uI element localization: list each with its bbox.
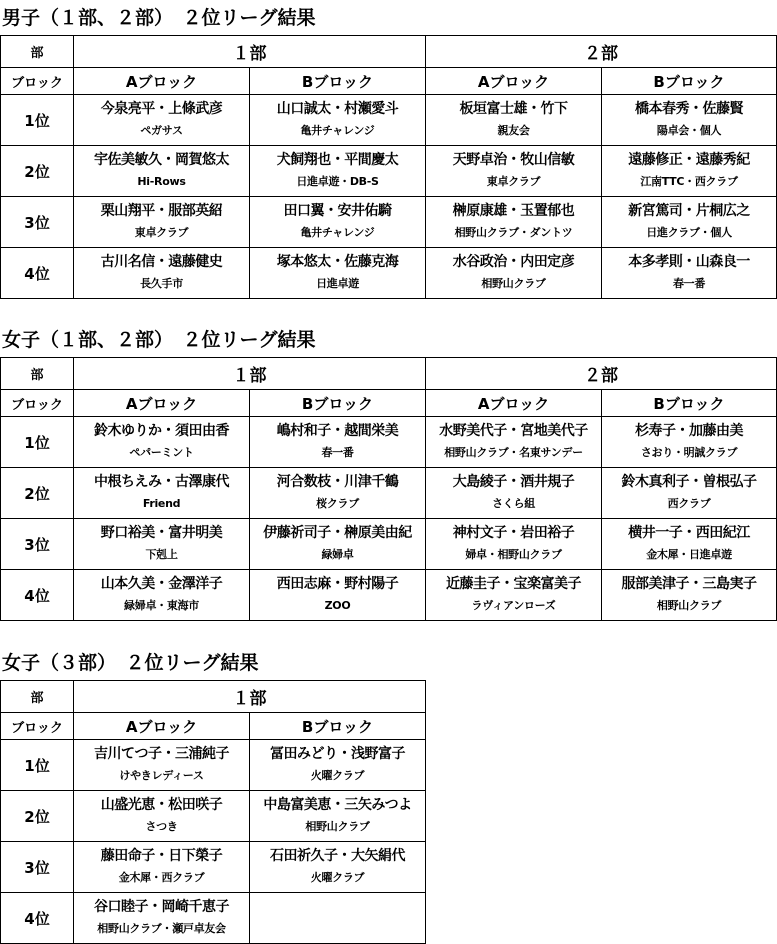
- result-cell: [74, 893, 250, 944]
- club-name: 下剋上: [145, 548, 178, 561]
- block-header-label: ブロック: [1, 68, 74, 95]
- division-header-label: 部: [1, 681, 74, 713]
- club-name: 江南TTC・西クラブ: [640, 175, 738, 188]
- result-cell: [602, 468, 777, 519]
- rank-cell: 2位: [1, 791, 74, 842]
- division-header: １部: [74, 358, 426, 390]
- player-pair: 吉川てつ子・三浦純子: [94, 746, 229, 762]
- results-table-women-1-2: [0, 357, 777, 621]
- result-cell: [602, 95, 777, 146]
- player-pair: 天野卓治・牧山信敏: [452, 152, 575, 168]
- club-name: 金木犀・西クラブ: [118, 871, 205, 884]
- rank-cell: 3位: [1, 197, 74, 248]
- section-title-men: 男子（１部、２部） ２位リーグ結果: [2, 7, 316, 29]
- result-cell: [602, 519, 777, 570]
- table-row: [1, 197, 777, 248]
- table-row: [1, 791, 426, 842]
- result-cell: [74, 95, 250, 146]
- result-cell: [74, 740, 250, 791]
- club-name: 桜クラブ: [316, 497, 359, 510]
- table-row: [1, 740, 426, 791]
- club-name: 相野山クラブ・名東サンデー: [444, 446, 583, 459]
- results-table-women-3: [0, 680, 426, 944]
- club-name: 相野山クラブ: [481, 277, 546, 290]
- rank-cell: 1位: [1, 95, 74, 146]
- table-row: [1, 248, 777, 299]
- rank-cell: 3位: [1, 842, 74, 893]
- table-row: [1, 468, 777, 519]
- block-header: Aブロック: [74, 713, 250, 740]
- result-cell: [426, 519, 602, 570]
- result-cell: [74, 570, 250, 621]
- player-pair: 宇佐美敏久・岡賀悠太: [94, 152, 229, 168]
- player-pair: 橋本春秀・佐藤賢: [635, 101, 743, 117]
- player-pair: 水谷政治・内田定彦: [452, 254, 575, 270]
- club-name: 親友会: [497, 124, 530, 137]
- result-cell: [426, 248, 602, 299]
- club-name: さくら組: [492, 497, 535, 510]
- player-pair: 榊原康雄・玉置郁也: [452, 203, 575, 219]
- player-pair: 大島綾子・酒井規子: [452, 474, 575, 490]
- division-header: １部: [74, 36, 426, 68]
- club-name: 東卓クラブ: [486, 175, 541, 188]
- player-pair: 今泉亮平・上條武彦: [100, 101, 223, 117]
- player-pair: 杉寿子・加藤由美: [635, 423, 743, 439]
- rank-cell: 1位: [1, 740, 74, 791]
- result-cell: [74, 417, 250, 468]
- player-pair: 田口翼・安井佑騎: [283, 203, 392, 219]
- player-pair: 西田志麻・野村陽子: [276, 576, 399, 592]
- club-name: 緑婦卓・東海市: [124, 599, 199, 612]
- block-header-label: ブロック: [1, 390, 74, 417]
- club-name: 陽卓会・個人: [656, 124, 722, 137]
- player-pair: 塚本悠太・佐藤克海: [276, 254, 399, 270]
- rank-cell: 4位: [1, 248, 74, 299]
- result-cell: [250, 197, 426, 248]
- club-name: 婦卓・相野山クラブ: [465, 548, 562, 561]
- results-table-men: [0, 35, 777, 299]
- player-pair: 板垣富士雄・竹下: [459, 101, 568, 117]
- result-cell: [602, 417, 777, 468]
- club-name: 日進卓遊・DB-S: [296, 175, 379, 188]
- table-row: [1, 146, 777, 197]
- club-name: 長久手市: [140, 277, 183, 290]
- rank-cell: 2位: [1, 468, 74, 519]
- club-name: さおり・明誠クラブ: [640, 446, 738, 459]
- club-name: 春一番: [321, 446, 354, 459]
- rank-cell: 4位: [1, 893, 74, 944]
- result-cell: [74, 519, 250, 570]
- player-pair: 伊藤祈司子・榊原美由紀: [263, 525, 412, 541]
- result-cell: [250, 146, 426, 197]
- result-cell: [250, 791, 426, 842]
- result-cell: [250, 417, 426, 468]
- result-cell: [74, 842, 250, 893]
- player-pair: 中根ちえみ・古澤康代: [94, 474, 229, 490]
- table-row: [1, 417, 777, 468]
- player-pair: 嶋村和子・越間栄美: [276, 423, 399, 439]
- player-pair: 近藤圭子・宝楽富美子: [446, 576, 581, 592]
- player-pair: 本多孝則・山森良一: [628, 254, 750, 270]
- table-row: [1, 570, 777, 621]
- result-cell: [74, 197, 250, 248]
- block-header: Aブロック: [74, 390, 250, 417]
- player-pair: 神村文子・岩田裕子: [452, 525, 575, 541]
- player-pair: 栗山翔平・服部英紹: [100, 203, 223, 219]
- player-pair: 鈴木真利子・曽根弘子: [621, 474, 757, 490]
- section-title-women-3: 女子（３部） ２位リーグ結果: [2, 652, 259, 674]
- rank-cell: 4位: [1, 570, 74, 621]
- result-cell: [250, 842, 426, 893]
- block-header: Bブロック: [602, 68, 777, 95]
- result-cell: [426, 417, 602, 468]
- division-header-label: 部: [1, 36, 74, 68]
- player-pair: 石田祈久子・大矢絹代: [270, 848, 405, 864]
- result-cell: [250, 740, 426, 791]
- block-header: Aブロック: [426, 390, 602, 417]
- table-row: [1, 893, 426, 944]
- club-name: Friend: [142, 497, 181, 510]
- player-pair: 山口誠太・村瀬愛斗: [276, 101, 399, 117]
- player-pair: 新宮篤司・片桐広之: [628, 203, 750, 219]
- club-name: 火曜クラブ: [310, 769, 365, 782]
- table-row: [1, 95, 777, 146]
- club-name: 相野山クラブ・瀬戸卓友会: [97, 922, 226, 935]
- result-cell: [74, 146, 250, 197]
- rank-cell: 1位: [1, 417, 74, 468]
- club-name: 西クラブ: [667, 497, 711, 510]
- result-cell: [426, 146, 602, 197]
- block-header: Bブロック: [250, 713, 426, 740]
- player-pair: 犬飼翔也・平間慶太: [276, 152, 399, 168]
- result-cell: [426, 197, 602, 248]
- division-header: ２部: [426, 358, 777, 390]
- club-name: 相野山クラブ: [656, 599, 722, 612]
- club-name: 春一番: [672, 277, 706, 290]
- block-header-label: ブロック: [1, 713, 74, 740]
- result-cell: [250, 519, 426, 570]
- club-name: ペパーミント: [129, 446, 194, 459]
- result-cell: [602, 570, 777, 621]
- section-title-women-1-2: 女子（１部、２部） ２位リーグ結果: [2, 329, 316, 351]
- club-name: 相野山クラブ・ダントツ: [454, 226, 573, 239]
- result-cell-empty: [250, 893, 426, 944]
- result-cell: [250, 570, 426, 621]
- block-header: Aブロック: [74, 68, 250, 95]
- club-name: 火曜クラブ: [310, 871, 365, 884]
- club-name: 緑婦卓: [321, 548, 354, 561]
- club-name: 日進クラブ・個人: [646, 226, 732, 239]
- result-cell: [426, 570, 602, 621]
- result-cell: [426, 468, 602, 519]
- club-name: ペガサス: [140, 124, 183, 137]
- block-header: Bブロック: [602, 390, 777, 417]
- player-pair: 冨田みどり・浅野富子: [270, 746, 405, 762]
- player-pair: 服部美津子・三島実子: [621, 576, 757, 592]
- club-name: ラヴィアンローズ: [471, 599, 556, 612]
- club-name: 亀井チャレンジ: [300, 226, 375, 239]
- rank-cell: 2位: [1, 146, 74, 197]
- division-header: １部: [74, 681, 426, 713]
- club-name: 相野山クラブ: [305, 820, 370, 833]
- player-pair: 野口裕美・富井明美: [100, 525, 223, 541]
- result-cell: [74, 791, 250, 842]
- club-name: 日進卓遊: [316, 277, 359, 290]
- player-pair: 谷口睦子・岡崎千恵子: [94, 899, 229, 915]
- division-header: ２部: [426, 36, 777, 68]
- result-cell: [250, 468, 426, 519]
- table-row: [1, 842, 426, 893]
- player-pair: 中島富美恵・三矢みつよ: [263, 797, 412, 813]
- club-name: ZOO: [324, 599, 351, 612]
- player-pair: 藤田命子・日下榮子: [100, 848, 223, 864]
- player-pair: 遠藤修正・遠藤秀紀: [628, 152, 750, 168]
- result-cell: [426, 95, 602, 146]
- block-header: Bブロック: [250, 390, 426, 417]
- block-header: Bブロック: [250, 68, 426, 95]
- club-name: 亀井チャレンジ: [300, 124, 375, 137]
- player-pair: 山盛光恵・松田咲子: [100, 797, 223, 813]
- player-pair: 横井一子・西田紀江: [628, 525, 750, 541]
- result-cell: [74, 248, 250, 299]
- result-cell: [602, 248, 777, 299]
- result-cell: [250, 95, 426, 146]
- player-pair: 河合数枝・川津千鶴: [276, 474, 399, 490]
- result-cell: [602, 146, 777, 197]
- club-name: 金木犀・日進卓遊: [646, 548, 732, 561]
- table-row: [1, 519, 777, 570]
- club-name: けやきレディース: [119, 769, 204, 782]
- club-name: さつき: [145, 820, 178, 833]
- rank-cell: 3位: [1, 519, 74, 570]
- player-pair: 鈴木ゆりか・須田由香: [94, 423, 229, 439]
- result-cell: [74, 468, 250, 519]
- result-cell: [602, 197, 777, 248]
- player-pair: 古川名信・遠藤健史: [100, 254, 223, 270]
- result-cell: [250, 248, 426, 299]
- club-name: Hi-Rows: [137, 175, 186, 188]
- division-header-label: 部: [1, 358, 74, 390]
- club-name: 東卓クラブ: [134, 226, 189, 239]
- block-header: Aブロック: [426, 68, 602, 95]
- player-pair: 水野美代子・宮地美代子: [439, 423, 588, 439]
- player-pair: 山本久美・金澤洋子: [100, 576, 223, 592]
